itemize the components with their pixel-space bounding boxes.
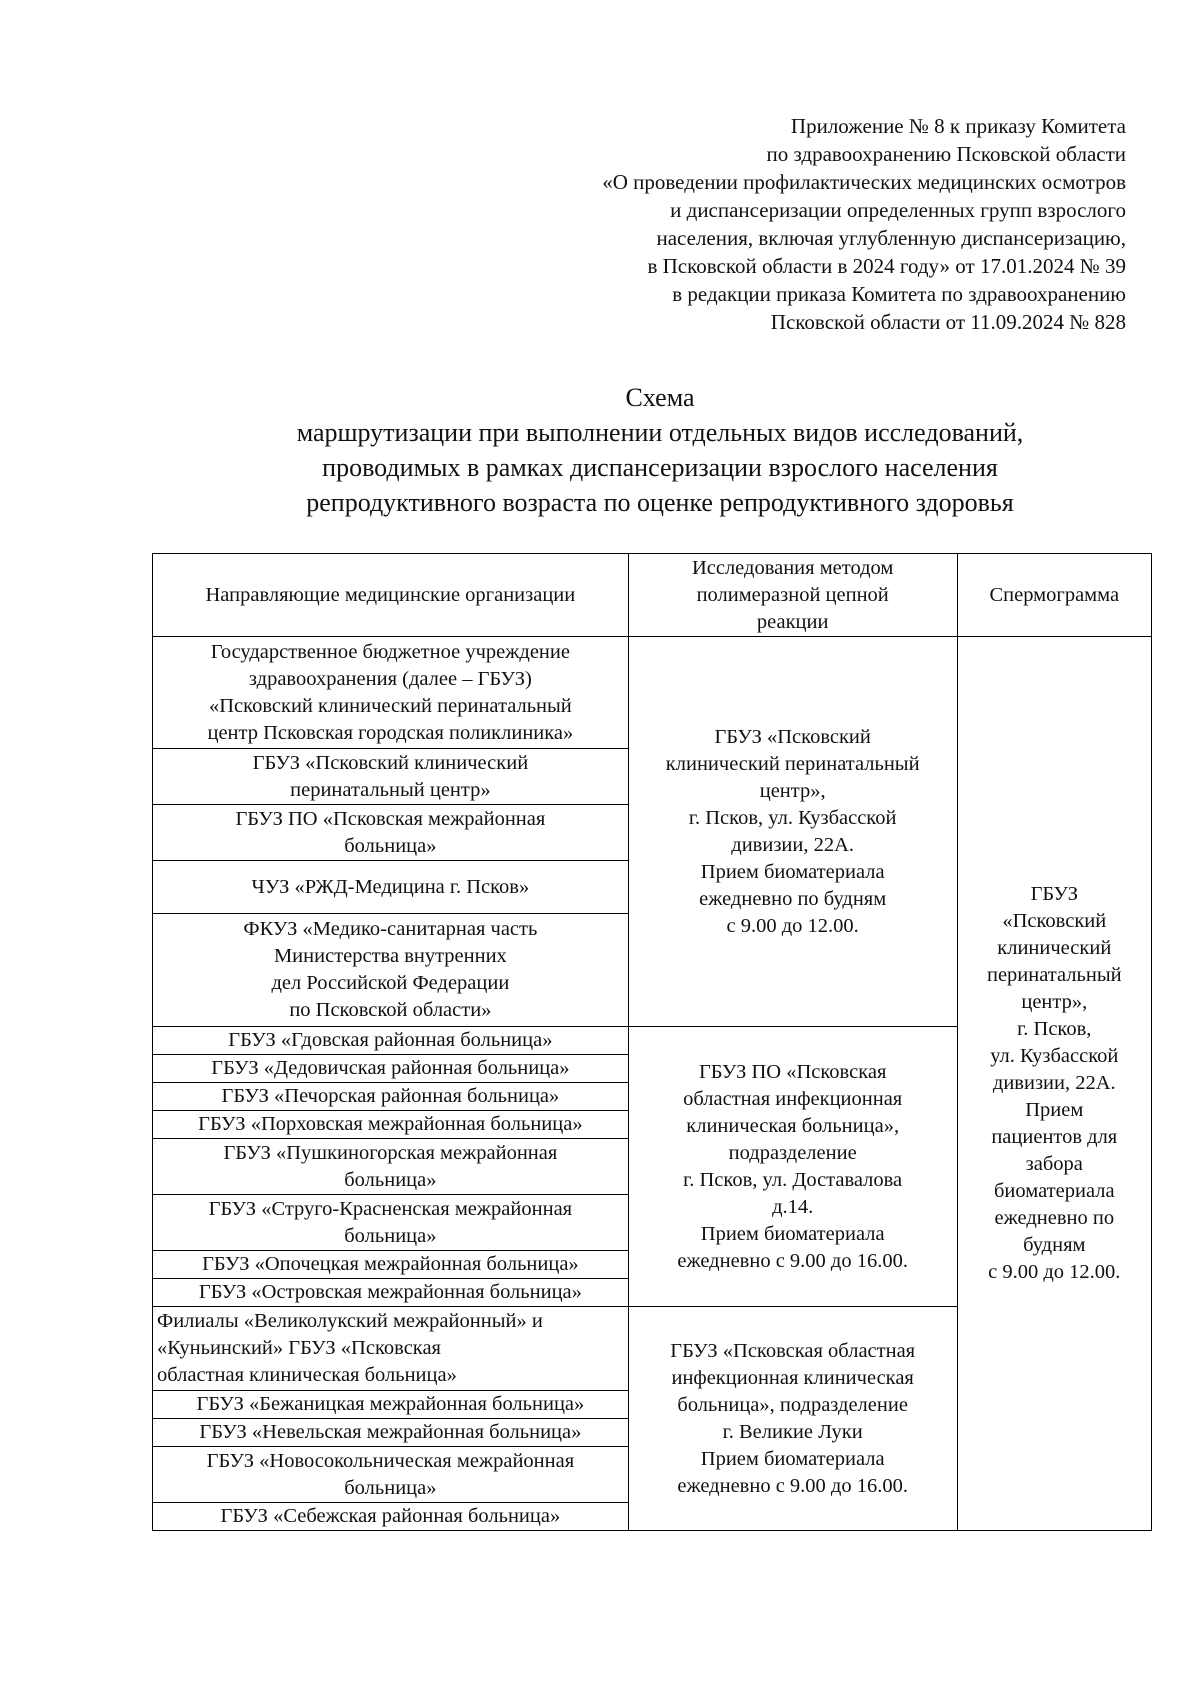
- org-cell: ЧУЗ «РЖД-Медицина г. Псков»: [153, 861, 629, 914]
- header-line: и диспансеризации определенных групп взрослого: [670, 198, 1126, 222]
- org-cell: Филиалы «Великолукский межрайонный» и «Куньинский» ГБУЗ «Псковская областная клиническая больница»: [153, 1307, 629, 1391]
- header-line: «О проведении профилактических медицинских осмотров: [602, 170, 1126, 194]
- routing-table: [152, 553, 1152, 1531]
- org-cell: ФКУЗ «Медико-санитарная часть Министерства внутренних дел Российской Федерации по Псковской области»: [153, 914, 629, 1027]
- org-cell: ГБУЗ «Гдовская районная больница»: [153, 1027, 629, 1055]
- org-cell: Государственное бюджетное учреждение здравоохранения (далее – ГБУЗ) «Псковский клинический перинатальный центр Псковская городская поликлиника»: [153, 637, 629, 749]
- title-subtitle: маршрутизации при выполнении отдельных видов исследований, проводимых в рамках диспансеризации взрослого населения репродуктивного возраста по оценке репродуктивного здоровья: [296, 418, 1024, 517]
- header-referring-orgs: Направляющие медицинские организации: [153, 554, 629, 637]
- org-cell: ГБУЗ «Струго-Красненская межрайонная больница»: [153, 1195, 629, 1251]
- table-header-row: [153, 554, 1152, 637]
- header-spermogram: Спермограмма: [957, 554, 1151, 637]
- document-title: [180, 380, 1140, 520]
- header-line: Приложение № 8 к приказу Комитета: [790, 114, 1126, 138]
- org-cell: ГБУЗ «Невельская межрайонная больница»: [153, 1419, 629, 1447]
- header-pcr: Исследования методом полимеразной цепной реакции: [628, 554, 957, 637]
- title-main: Схема: [625, 383, 695, 412]
- pcr-cell-pskov-perinatal: ГБУЗ «Псковский клинический перинатальный центр», г. Псков, ул. Кузбасской дивизии, 22А. Прием биоматериала ежедневно по будням с 9.00 до 12.00.: [628, 637, 957, 1027]
- org-cell: ГБУЗ «Печорская районная больница»: [153, 1083, 629, 1111]
- org-cell: ГБУЗ «Дедовичская районная больница»: [153, 1055, 629, 1083]
- spermogram-cell: ГБУЗ «Псковский клинический перинатальный центр», г. Псков, ул. Кузбасской дивизии, 22А. Прием пациентов для забора биоматериала ежедневно по будням с 9.00 до 12.00.: [957, 637, 1151, 1531]
- appendix-header: [480, 112, 1126, 336]
- table-row: [153, 637, 1152, 749]
- org-cell: ГБУЗ «Новосокольническая межрайонная больница»: [153, 1447, 629, 1503]
- org-cell: ГБУЗ «Порховская межрайонная больница»: [153, 1111, 629, 1139]
- header-line: в редакции приказа Комитета по здравоохранению: [672, 282, 1126, 306]
- pcr-cell-velikie-luki: ГБУЗ «Псковская областная инфекционная клиническая больница», подразделение г. Великие Луки Прием биоматериала ежедневно с 9.00 до 16.00.: [628, 1307, 957, 1531]
- org-cell: ГБУЗ «Островская межрайонная больница»: [153, 1279, 629, 1307]
- org-cell: ГБУЗ «Себежская районная больница»: [153, 1503, 629, 1531]
- header-line: населения, включая углубленную диспансеризацию,: [656, 226, 1126, 250]
- org-cell: ГБУЗ ПО «Псковская межрайонная больница»: [153, 805, 629, 861]
- header-line: в Псковской области в 2024 году» от 17.01.2024 № 39: [647, 254, 1126, 278]
- header-line: Псковской области от 11.09.2024 № 828: [770, 310, 1126, 334]
- header-line: по здравоохранению Псковской области: [766, 142, 1126, 166]
- org-cell: ГБУЗ «Опочецкая межрайонная больница»: [153, 1251, 629, 1279]
- pcr-cell-pskov-infectious: ГБУЗ ПО «Псковская областная инфекционная клиническая больница», подразделение г. Псков, ул. Доставалова д.14. Прием биоматериала ежедневно с 9.00 до 16.00.: [628, 1027, 957, 1307]
- org-cell: ГБУЗ «Псковский клинический перинатальный центр»: [153, 749, 629, 805]
- org-cell: ГБУЗ «Бежаницкая межрайонная больница»: [153, 1391, 629, 1419]
- org-cell: ГБУЗ «Пушкиногорская межрайонная больница»: [153, 1139, 629, 1195]
